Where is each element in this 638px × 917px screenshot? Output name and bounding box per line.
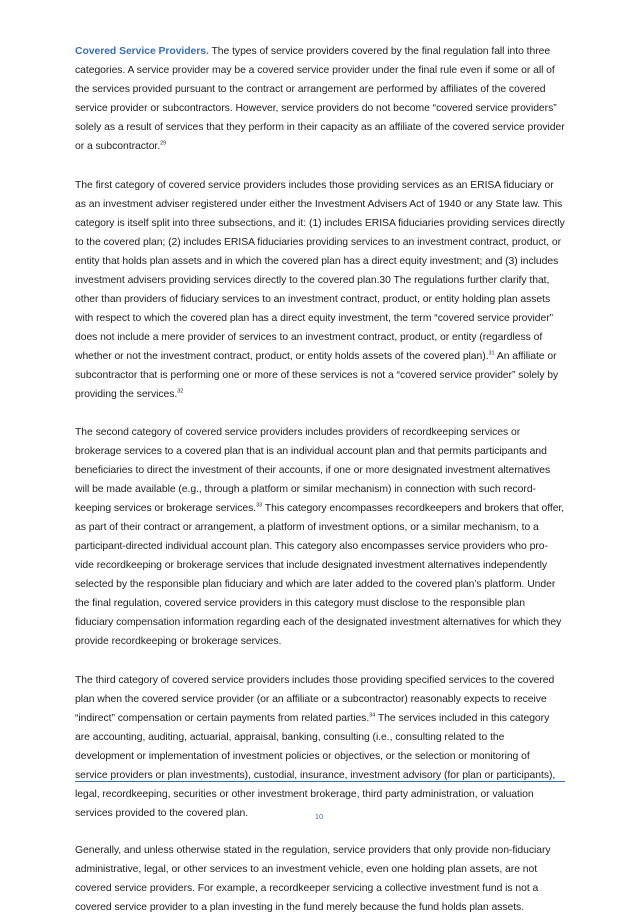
paragraph-text: This category encompasses recordkeepers and brokers that offer, as part of their contract or arrangement, a platform of investment options, or a similar mechanism, to a participant-directed individual account plan. This category also encompasses service providers who pro-vide recordkeeping or brokerage services that include designated investment alternatives independently selected by the responsible plan fiduciary and which are later added to the covered plan’s platform. Under the final regulation, covered service providers in this category must disclose to the responsible plan fiduciary compensation information regarding each of the designated investment alternatives for which they provide recordkeeping or brokerage services. (75, 503, 565, 647)
paragraph-text: The second category of covered service providers includes providers of recordkeeping services or brokerage services to a covered plan that is an individual account plan and that permits participants and beneficiaries to direct the investment of their accounts, if one or more designated investment alternatives will be made available (e.g., through a platform or similar mechanism) in connection with such record-keeping services or brokerage services. (75, 427, 551, 514)
paragraph-first-category (75, 176, 565, 404)
paragraph-second-category (75, 423, 565, 651)
footnote-ref: 33 (256, 502, 263, 509)
footnote-ref: 29 (160, 140, 167, 147)
paragraph-generally: Generally, and unless otherwise stated in the regulation, service providers that only provide non-fiduciary administrative, legal, or other services to an investment vehicle, even one holding plan assets, are not covered service providers. For example, a recordkeeper servicing a collective investment fund is not a covered service provider to a plan investing in the fund merely because the fund holds plan assets. (75, 845, 551, 913)
paragraph-third-category (75, 671, 565, 823)
paragraph-text: The first category of covered service providers includes those providing services as an ERISA fiduciary or as an investment adviser registered under either the Investment Advisers Act of 1940 or any State law. This category is itself split into three subsections, and it: (1) includes ERISA fiduciaries providing services directly to the covered plan; (2) includes ERISA fiduciaries providing services to an investment contract, product, or entity that holds plan assets and in which the covered plan has a direct equity investment; and (3) includes investment advisers providing services directly to the covered plan.30 The regulations further clarify that, other than providers of fiduciary services to an investment contract, product, or entity holding plan assets with respect to which the covered plan has a direct equity investment, the term “covered service provider” does not include a mere provider of services to an investment contract, product, or entity (regardless of whether or not the investment contract, product, or entity holds assets of the covered plan). (75, 180, 565, 362)
paragraph-text: The services included in this category are accounting, auditing, actuarial, appraisal, banking, consulting (i.e., consulting related to the development or implementation of investment policies or objectives, or the selection or monitoring of service providers or plan investments), custodial, insurance, investment advisory (for plan or participants), legal, recordkeeping, securities or other investment brokerage, third party administration, or valuation services provided to the covered plan. (75, 713, 556, 819)
section-heading: Covered Service Providers. (75, 46, 209, 57)
paragraph-covered-service-providers (75, 42, 565, 156)
paragraph-text: An affiliate or subcontractor that is performing one or more of these services is not a “covered service provider” solely by providing the services. (75, 351, 559, 400)
page-number: 10 (314, 812, 324, 821)
footer-rule (75, 781, 565, 782)
footnote-ref: 34 (369, 712, 376, 719)
page-body (75, 42, 565, 917)
footnote-ref: 32 (177, 388, 184, 395)
paragraph-text: The third category of covered service providers includes those providing specified services to the covered plan when the covered service provider (or an affiliate or a subcontractor) reasonably expects to receive “indirect” compensation or certain payments from related parties. (75, 675, 555, 724)
footnote-ref: 31 (488, 350, 495, 357)
paragraph-text: The types of service providers covered by the final regulation fall into three categories. A service provider may be a covered service provider under the final rule even if some or all of the services provided pursuant to the contract or arrangement are performed by affiliates of the covered service provider or subcontractors. However, service providers do not become “covered service providers” solely as a result of services that they perform in their capacity as an affiliate of the covered service provider or a subcontractor. (75, 46, 565, 152)
